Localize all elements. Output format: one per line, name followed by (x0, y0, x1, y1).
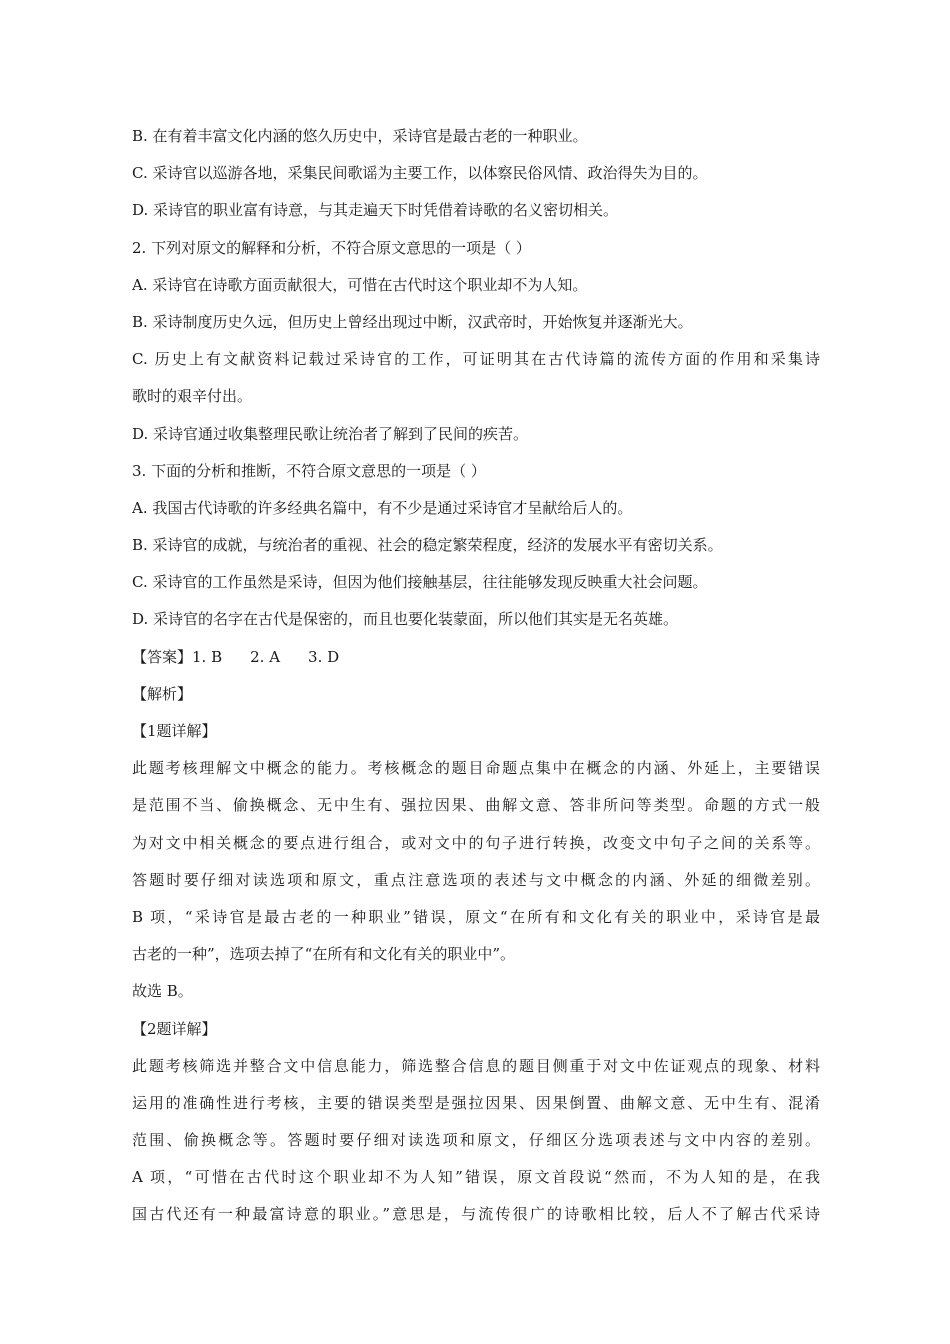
analysis-line-4: 是范围不当、偷换概念、无中生有、强拉因果、曲解文意、答非所问等类型。命题的方式一般 (132, 796, 820, 815)
answer-item-3: 3. D (308, 647, 340, 666)
text-line-7: C. 历史上有文献资料记载过采诗官的工作，可证明其在古代诗篇的流传方面的作用和采集诗 (132, 350, 820, 369)
question-options (132, 118, 820, 639)
text-line-8: 歌时的艰辛付出。 (132, 387, 253, 406)
analysis-line-2: 【1题详解】 (132, 722, 217, 740)
answer-line (132, 639, 820, 676)
text-line-6: B. 采诗制度历史久远，但历史上曾经出现过中断，汉武帝时，开始恢复并逐渐光大。 (132, 312, 693, 331)
analysis-line-7: B 项，“采诗官是最古老的一种职业”错误，原文“在所有和文化有关的职业中，采诗官是最 (132, 907, 820, 926)
analysis-line-10: 【2题详解】 (132, 1019, 217, 1038)
text-line-11: A. 我国古代诗歌的许多经典名篇中，有不少是通过采诗官才呈献给后人的。 (132, 498, 633, 517)
analysis-section (132, 676, 820, 1234)
analysis-line-6: 答题时要仔细对读选项和原文，重点注意选项的表述与文中概念的内涵、外延的细微差别。 (132, 870, 820, 889)
text-line-5: A. 采诗官在诗歌方面贡献很大，可惜在古代时这个职业却不为人知。 (132, 275, 588, 294)
analysis-line-8: 古老的一种”，选项去掉了“在所有和文化有关的职业中”。 (132, 945, 516, 964)
analysis-line-15: 国古代还有一种最富诗意的职业。”意思是，与流传很广的诗歌相比较，后人不了解古代采诗 (132, 1205, 820, 1224)
text-line-14: D. 采诗官的名字在古代是保密的，而且也要化装蒙面，所以他们其实是无名英雄。 (132, 610, 679, 629)
document-body (132, 118, 820, 1234)
analysis-line-14: A 项，“可惜在古代时这个职业却不为人知”错误，原文首段说“然而，不为人知的是，在我 (132, 1168, 820, 1187)
text-line-1: B. 在有着丰富文化内涵的悠久历史中，采诗官是最古老的一种职业。 (132, 127, 588, 145)
text-line-12: B. 采诗官的成就，与统治者的重视、社会的稳定繁荣程度，经济的发展水平有密切关系。 (132, 536, 723, 555)
analysis-line-11: 此题考核筛选并整合文中信息能力，筛选整合信息的题目侧重于对文中佐证观点的现象、材料 (132, 1056, 820, 1075)
analysis-line-1: 【解析】 (132, 684, 193, 703)
text-line-4: 2. 下列对原文的解释和分析，不符合原文意思的一项是（ ） (132, 238, 531, 257)
analysis-line-9: 故选 B。 (132, 982, 193, 1001)
analysis-line-5: 为对文中相关概念的要点进行组合，或对文中的句子进行转换，改变文中句子之间的关系等。 (132, 833, 820, 852)
text-line-10: 3. 下面的分析和推断，不符合原文意思的一项是（ ） (132, 461, 486, 480)
analysis-line-13: 范围、偷换概念等。答题时要仔细对读选项和原文，仔细区分选项表述与文中内容的差别。 (132, 1131, 820, 1150)
text-line-2: C. 采诗官以巡游各地，采集民间歌谣为主要工作，以体察民俗风情、政治得失为目的。 (132, 164, 708, 183)
analysis-line-3: 此题考核理解文中概念的能力。考核概念的题目命题点集中在概念的内涵、外延上，主要错误 (132, 759, 820, 778)
text-line-9: D. 采诗官通过收集整理民歌让统治者了解到了民间的疾苦。 (132, 424, 529, 443)
answer-item-1: 1. B (192, 647, 223, 666)
answer-label: 【答案】 (132, 647, 193, 666)
analysis-line-12: 运用的准确性进行考核，主要的错误类型是强拉因果、因果倒置、曲解文意、无中生有、混淆 (132, 1093, 820, 1112)
answer-item-2: 2. A (250, 647, 281, 666)
text-line-3: D. 采诗官的职业富有诗意，与其走遍天下时凭借着诗歌的名义密切相关。 (132, 201, 619, 220)
text-line-13: C. 采诗官的工作虽然是采诗，但因为他们接触基层，往往能够发现反映重大社会问题。 (132, 573, 708, 592)
